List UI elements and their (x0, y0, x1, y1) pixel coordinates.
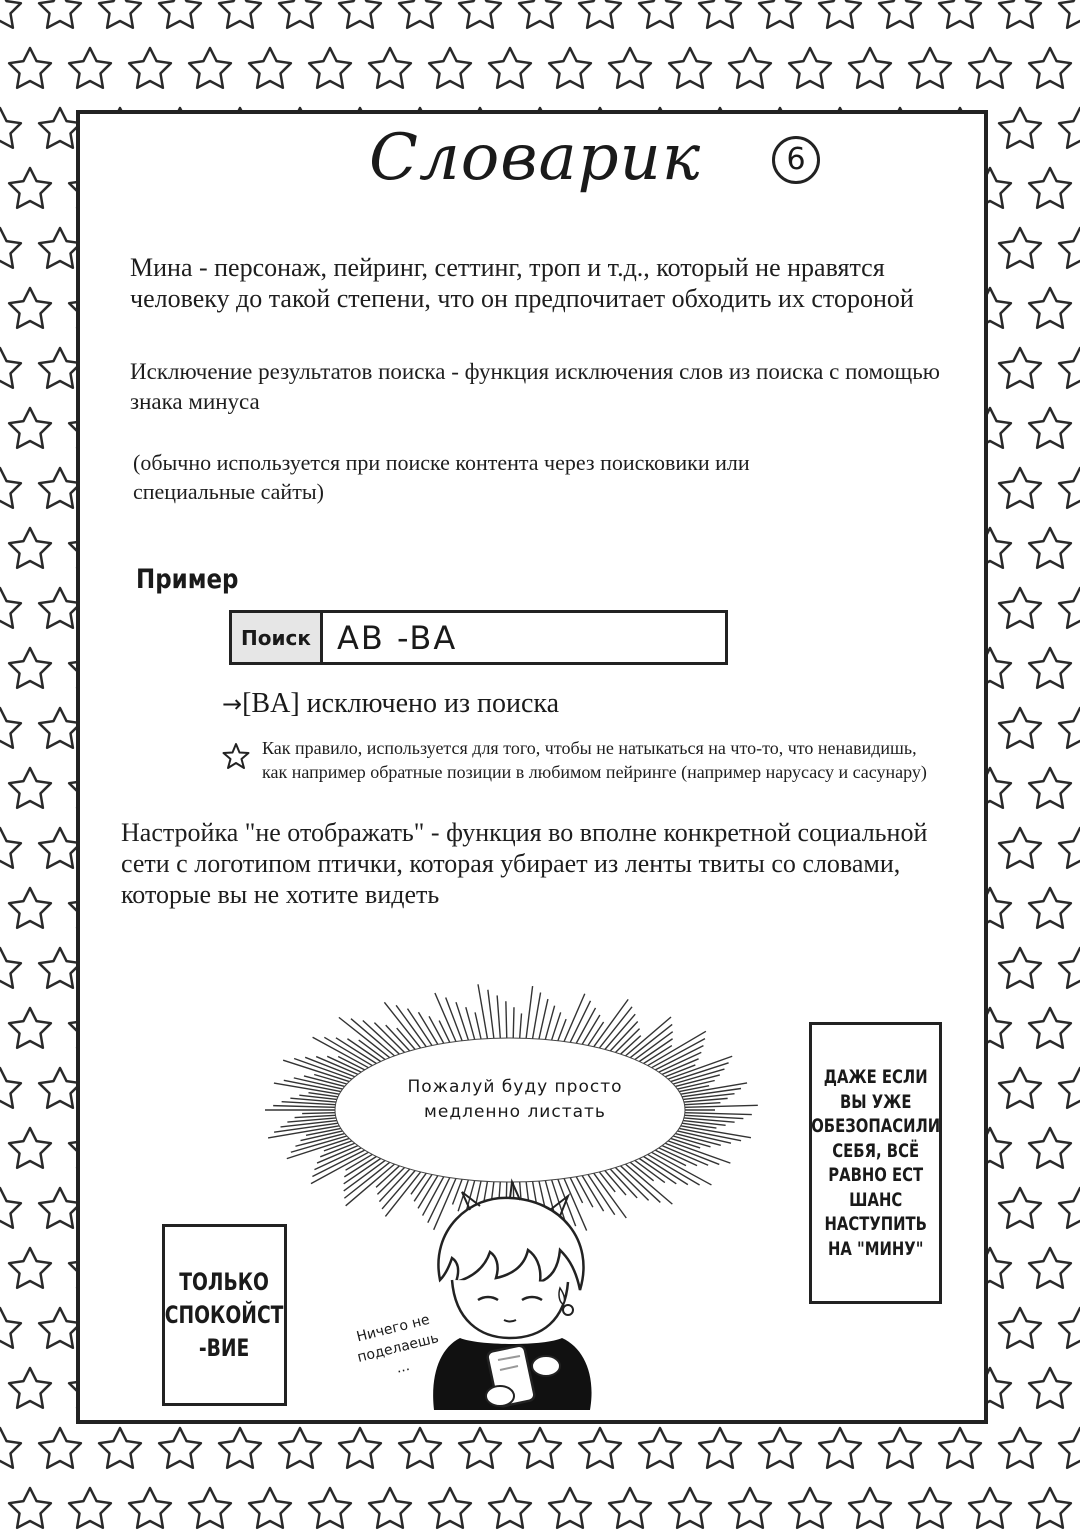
pattern-star-icon (489, 48, 531, 88)
pattern-star-icon (639, 0, 681, 28)
speech-bubble-text: Пожалуй буду просто медленно листать (407, 1077, 623, 1122)
search-label: Поиск (232, 613, 323, 662)
pattern-star-icon (39, 828, 81, 868)
pattern-star-icon (0, 108, 21, 148)
pattern-star-icon (999, 0, 1041, 28)
pattern-star-icon (339, 1428, 381, 1468)
pattern-star-icon (759, 0, 801, 28)
pattern-star-icon (0, 948, 21, 988)
pattern-star-icon (9, 408, 51, 448)
pattern-star-icon (0, 1308, 21, 1348)
chibi-character-illustration (400, 1170, 620, 1410)
page-number-badge: 6 (772, 136, 820, 184)
pattern-star-icon (999, 828, 1041, 868)
pattern-star-icon (9, 1008, 51, 1048)
pattern-star-icon (789, 1488, 831, 1528)
pattern-star-icon (0, 348, 21, 388)
pattern-star-icon (0, 588, 21, 628)
pattern-star-icon (669, 48, 711, 88)
pattern-star-icon (0, 0, 21, 28)
pattern-star-icon (99, 1428, 141, 1468)
pattern-star-icon (399, 0, 441, 28)
pattern-star-icon (1029, 48, 1071, 88)
pattern-star-icon (9, 288, 51, 328)
example-result (222, 688, 559, 720)
pattern-star-icon (69, 48, 111, 88)
star-outline-icon (222, 742, 250, 770)
pattern-star-icon (969, 48, 1011, 88)
caption-right-text: ДАЖЕ ЕСЛИ ВЫ УЖЕ ОБЕЗОПАСИЛИ СЕБЯ, ВСЁ РАВНО ЕСТ ШАНС НАСТУПИТЬ НА "МИНУ" (810, 1066, 941, 1260)
pattern-star-icon (129, 1488, 171, 1528)
pattern-star-icon (1029, 648, 1071, 688)
example-heading: Пример (136, 564, 239, 595)
pattern-star-icon (279, 1428, 321, 1468)
pattern-star-icon (1029, 168, 1071, 208)
pattern-star-icon (9, 1248, 51, 1288)
pattern-star-icon (1059, 468, 1080, 508)
pattern-star-icon (999, 708, 1041, 748)
pattern-star-icon (9, 1488, 51, 1528)
pattern-star-icon (369, 48, 411, 88)
pattern-star-icon (1029, 768, 1071, 808)
pattern-star-icon (429, 48, 471, 88)
pattern-star-icon (39, 1308, 81, 1348)
pattern-star-icon (9, 168, 51, 208)
pattern-star-icon (249, 1488, 291, 1528)
pattern-star-icon (1059, 1308, 1080, 1348)
pattern-star-icon (309, 48, 351, 88)
pattern-star-icon (39, 708, 81, 748)
caption-left-text: ТОЛЬКО СПОКОЙСТ -ВИЕ (165, 1267, 284, 1362)
pattern-star-icon (999, 948, 1041, 988)
pattern-star-icon (879, 0, 921, 28)
pattern-star-icon (729, 1488, 771, 1528)
pattern-star-icon (729, 48, 771, 88)
pattern-star-icon (279, 0, 321, 28)
pattern-star-icon (909, 48, 951, 88)
pattern-star-icon (999, 1308, 1041, 1348)
pattern-star-icon (999, 228, 1041, 268)
pattern-star-icon (969, 1488, 1011, 1528)
pattern-star-icon (39, 1188, 81, 1228)
pattern-star-icon (999, 108, 1041, 148)
pattern-star-icon (1059, 708, 1080, 748)
pattern-star-icon (999, 348, 1041, 388)
pattern-star-icon (819, 0, 861, 28)
pattern-star-icon (39, 948, 81, 988)
pattern-star-icon (1029, 1488, 1071, 1528)
pattern-star-icon (9, 888, 51, 928)
pattern-star-icon (189, 1488, 231, 1528)
pattern-star-icon (1029, 528, 1071, 568)
pattern-star-icon (939, 0, 981, 28)
pattern-star-icon (39, 348, 81, 388)
pattern-star-icon (999, 588, 1041, 628)
pattern-star-icon (39, 228, 81, 268)
pattern-star-icon (1029, 888, 1071, 928)
pattern-star-icon (459, 0, 501, 28)
pattern-star-icon (609, 1488, 651, 1528)
pattern-star-icon (39, 1428, 81, 1468)
pattern-star-icon (0, 828, 21, 868)
pattern-star-icon (369, 1488, 411, 1528)
pattern-star-icon (39, 588, 81, 628)
pattern-star-icon (609, 48, 651, 88)
pattern-star-icon (909, 1488, 951, 1528)
example-note: Как правило, используется для того, чтобы не натыкаться на что-то, что ненавидишь, как например обратные позиции в любимом пейринге (например нарусасу и сасунару) (262, 738, 927, 782)
pattern-star-icon (0, 708, 21, 748)
pattern-star-icon (879, 1428, 921, 1468)
pattern-star-icon (699, 0, 741, 28)
pattern-star-icon (999, 1188, 1041, 1228)
pattern-star-icon (849, 48, 891, 88)
right-arrow-icon: → (222, 690, 243, 718)
side-remark: Ничего не поделаешь ... (355, 1311, 441, 1377)
pattern-star-icon (9, 768, 51, 808)
pattern-star-icon (9, 48, 51, 88)
pattern-star-icon (1059, 828, 1080, 868)
pattern-star-icon (39, 468, 81, 508)
definition-exclusion-note: (обычно используется при поиске контента через поисковики или специальные сайты) (133, 450, 750, 504)
pattern-star-icon (699, 1428, 741, 1468)
pattern-star-icon (1029, 1008, 1071, 1048)
pattern-star-icon (39, 1068, 81, 1108)
pattern-star-icon (999, 468, 1041, 508)
pattern-star-icon (579, 0, 621, 28)
pattern-star-icon (549, 48, 591, 88)
pattern-star-icon (1029, 1248, 1071, 1288)
pattern-star-icon (69, 1488, 111, 1528)
pattern-star-icon (39, 0, 81, 28)
pattern-star-icon (9, 1368, 51, 1408)
caption-box-right (809, 1022, 942, 1304)
pattern-star-icon (0, 1188, 21, 1228)
pattern-star-icon (1059, 588, 1080, 628)
pattern-star-icon (249, 48, 291, 88)
pattern-star-icon (1029, 288, 1071, 328)
pattern-star-icon (459, 1428, 501, 1468)
pattern-star-icon (999, 1068, 1041, 1108)
pattern-star-icon (9, 1128, 51, 1168)
pattern-star-icon (9, 648, 51, 688)
caption-box-left (162, 1224, 287, 1406)
pattern-star-icon (549, 1488, 591, 1528)
pattern-star-icon (0, 1428, 21, 1468)
pattern-star-icon (0, 468, 21, 508)
pattern-star-icon (189, 48, 231, 88)
pattern-star-icon (99, 0, 141, 28)
pattern-star-icon (159, 1428, 201, 1468)
pattern-star-icon (519, 0, 561, 28)
pattern-star-icon (1059, 1428, 1080, 1468)
pattern-star-icon (0, 228, 21, 268)
pattern-star-icon (489, 1488, 531, 1528)
pattern-star-icon (1059, 1068, 1080, 1108)
pattern-star-icon (159, 0, 201, 28)
pattern-star-icon (39, 108, 81, 148)
pattern-star-icon (0, 1068, 21, 1108)
search-query: AB -BA (337, 618, 458, 657)
pattern-star-icon (309, 1488, 351, 1528)
search-bar-illustration (229, 610, 728, 665)
pattern-star-icon (789, 48, 831, 88)
pattern-star-icon (1059, 1188, 1080, 1228)
pattern-star-icon (1029, 1368, 1071, 1408)
pattern-star-icon (1029, 1128, 1071, 1168)
pattern-star-icon (1059, 0, 1080, 28)
page-title: Словарик (368, 121, 702, 195)
pattern-star-icon (939, 1428, 981, 1468)
pattern-star-icon (219, 0, 261, 28)
pattern-star-icon (399, 1428, 441, 1468)
example-result-text: [BA] исключено из поиска (242, 688, 560, 719)
definition-exclusion: Исключение результатов поиска - функция исключения слов из поиска с помощью знака минуса (130, 359, 940, 414)
pattern-star-icon (639, 1428, 681, 1468)
pattern-star-icon (9, 528, 51, 568)
pattern-star-icon (519, 1428, 561, 1468)
definition-mute: Настройка "не отображать" - функция во вполне конкретной социальной сети с логотипом птички, которая убирает из ленты твиты со словами, которые вы не хотите видеть (121, 818, 928, 909)
pattern-star-icon (999, 1428, 1041, 1468)
pattern-star-icon (429, 1488, 471, 1528)
pattern-star-icon (579, 1428, 621, 1468)
pattern-star-icon (759, 1428, 801, 1468)
definition-mina: Мина - персонаж, пейринг, сеттинг, троп и т.д., который не нравятся человеку до такой степени, что он предпочитает обходить их стороной (130, 253, 914, 313)
pattern-star-icon (1059, 348, 1080, 388)
pattern-star-icon (339, 0, 381, 28)
pattern-star-icon (849, 1488, 891, 1528)
pattern-star-icon (1059, 108, 1080, 148)
pattern-star-icon (1059, 228, 1080, 268)
pattern-star-icon (819, 1428, 861, 1468)
pattern-star-icon (1029, 408, 1071, 448)
pattern-star-icon (1059, 948, 1080, 988)
pattern-star-icon (129, 48, 171, 88)
pattern-star-icon (219, 1428, 261, 1468)
pattern-star-icon (669, 1488, 711, 1528)
